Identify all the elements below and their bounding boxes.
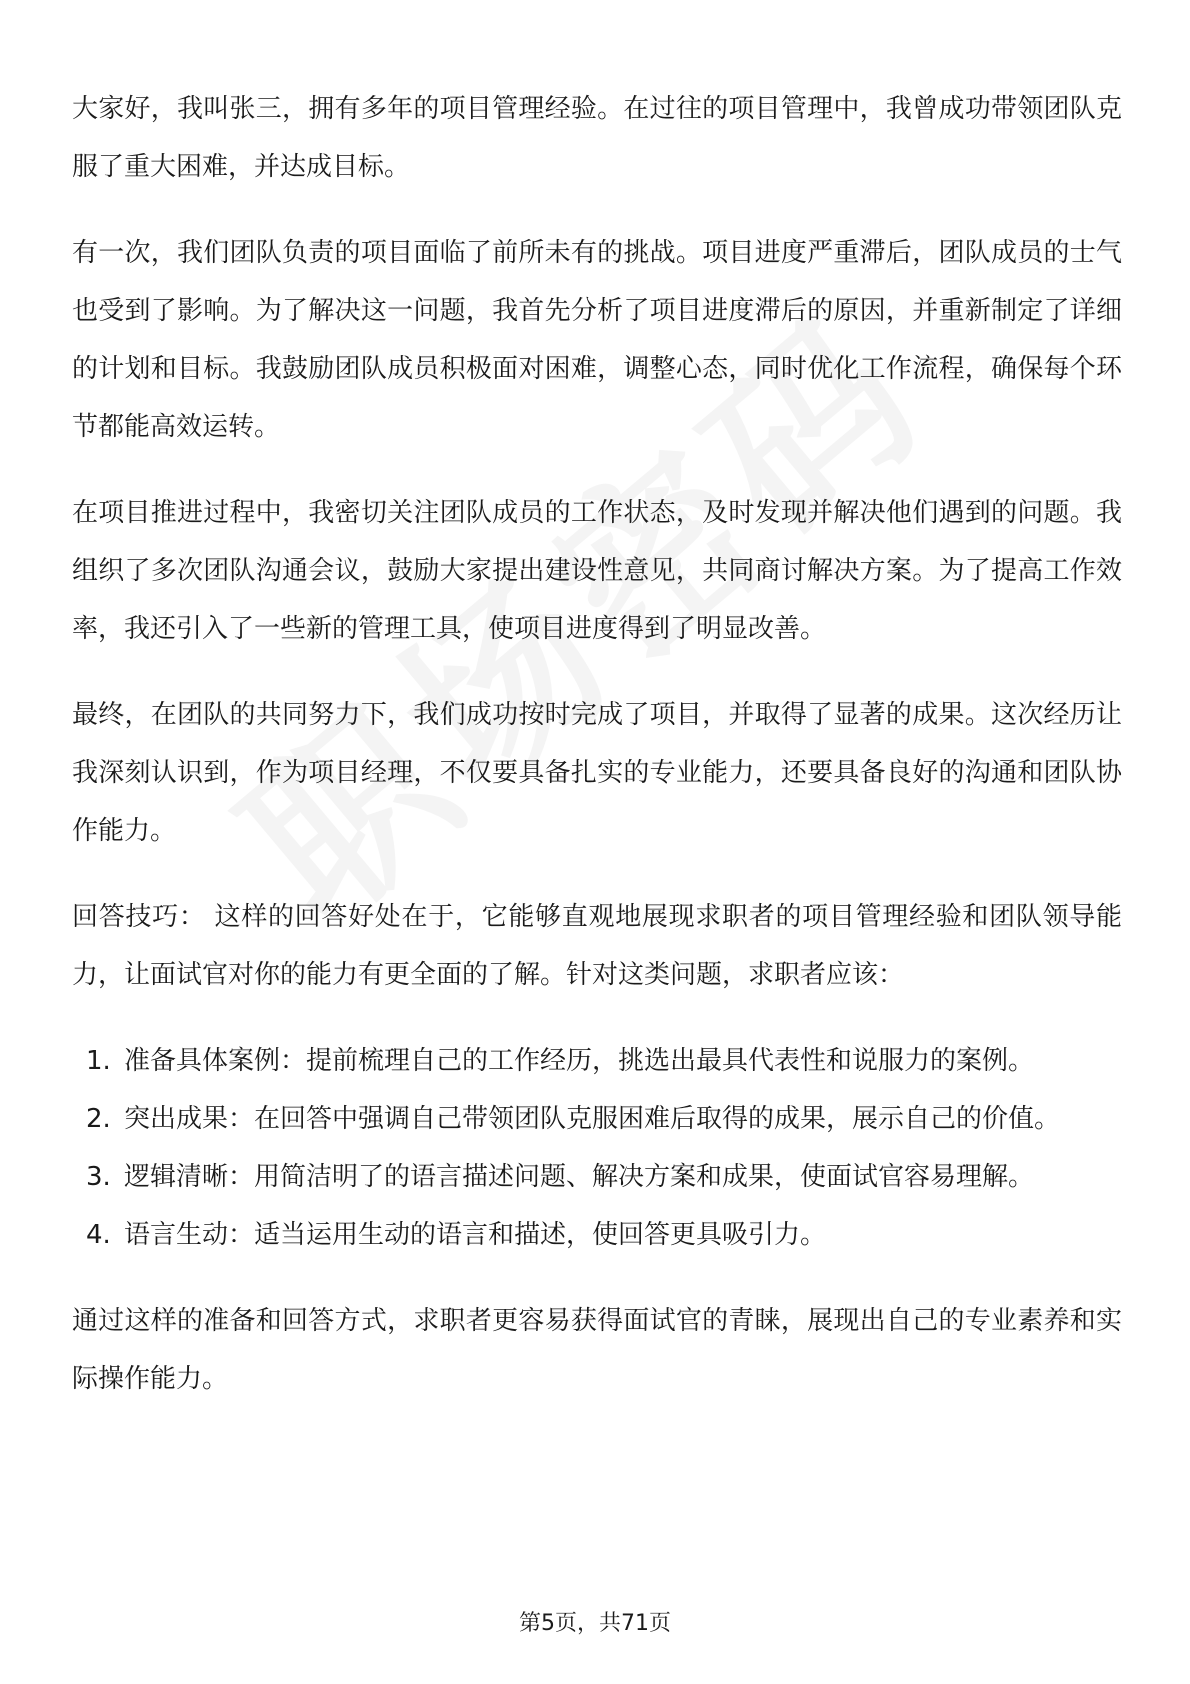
list-item-text: 语言生动：适当运用生动的语言和描述，使回答更具吸引力。 xyxy=(124,1220,827,1250)
list-item-number: 4. xyxy=(86,1220,111,1250)
list-item xyxy=(72,1032,1122,1090)
tips-list xyxy=(72,1032,1122,1264)
paragraph-answer-tips: 回答技巧： 这样的回答好处在于，它能够直观地展现求职者的项目管理经验和团队领导能力，让面试官对你的能力有更全面的了解。针对这类问题，求职者应该： xyxy=(72,902,1122,990)
paragraph-process: 在项目推进过程中，我密切关注团队成员的工作状态，及时发现并解决他们遇到的问题。我组织了多次团队沟通会议，鼓励大家提出建设性意见，共同商讨解决方案。为了提高工作效率，我还引入了一些新的管理工具，使项目进度得到了明显改善。 xyxy=(72,498,1122,644)
paragraph-challenge: 有一次，我们团队负责的项目面临了前所未有的挑战。项目进度严重滞后，团队成员的士气也受到了影响。为了解决这一问题，我首先分析了项目进度滞后的原因，并重新制定了详细的计划和目标。我鼓励团队成员积极面对困难，调整心态，同时优化工作流程，确保每个环节都能高效运转。 xyxy=(72,238,1122,442)
list-item-number: 2. xyxy=(86,1104,111,1134)
paragraph-intro: 大家好，我叫张三，拥有多年的项目管理经验。在过往的项目管理中，我曾成功带领团队克服了重大困难，并达成目标。 xyxy=(72,94,1122,182)
list-item-number: 3. xyxy=(86,1162,111,1192)
paragraph-result: 最终，在团队的共同努力下，我们成功按时完成了项目，并取得了显著的成果。这次经历让我深刻认识到，作为项目经理，不仅要具备扎实的专业能力，还要具备良好的沟通和团队协作能力。 xyxy=(72,700,1122,846)
list-item xyxy=(72,1090,1122,1148)
list-item-text: 突出成果：在回答中强调自己带领团队克服困难后取得的成果，展示自己的价值。 xyxy=(124,1104,1061,1134)
document-body xyxy=(72,80,1122,1436)
list-item xyxy=(72,1148,1122,1206)
list-item xyxy=(72,1206,1122,1264)
list-item-text: 准备具体案例：提前梳理自己的工作经历，挑选出最具代表性和说服力的案例。 xyxy=(124,1046,1035,1076)
paragraph-closing: 通过这样的准备和回答方式，求职者更容易获得面试官的青睐，展现出自己的专业素养和实际操作能力。 xyxy=(72,1306,1122,1394)
list-item-number: 1. xyxy=(86,1046,111,1076)
page-footer: 第5页，共71页 xyxy=(519,1611,671,1636)
list-item-text: 逻辑清晰：用简洁明了的语言描述问题、解决方案和成果，使面试官容易理解。 xyxy=(124,1162,1035,1192)
